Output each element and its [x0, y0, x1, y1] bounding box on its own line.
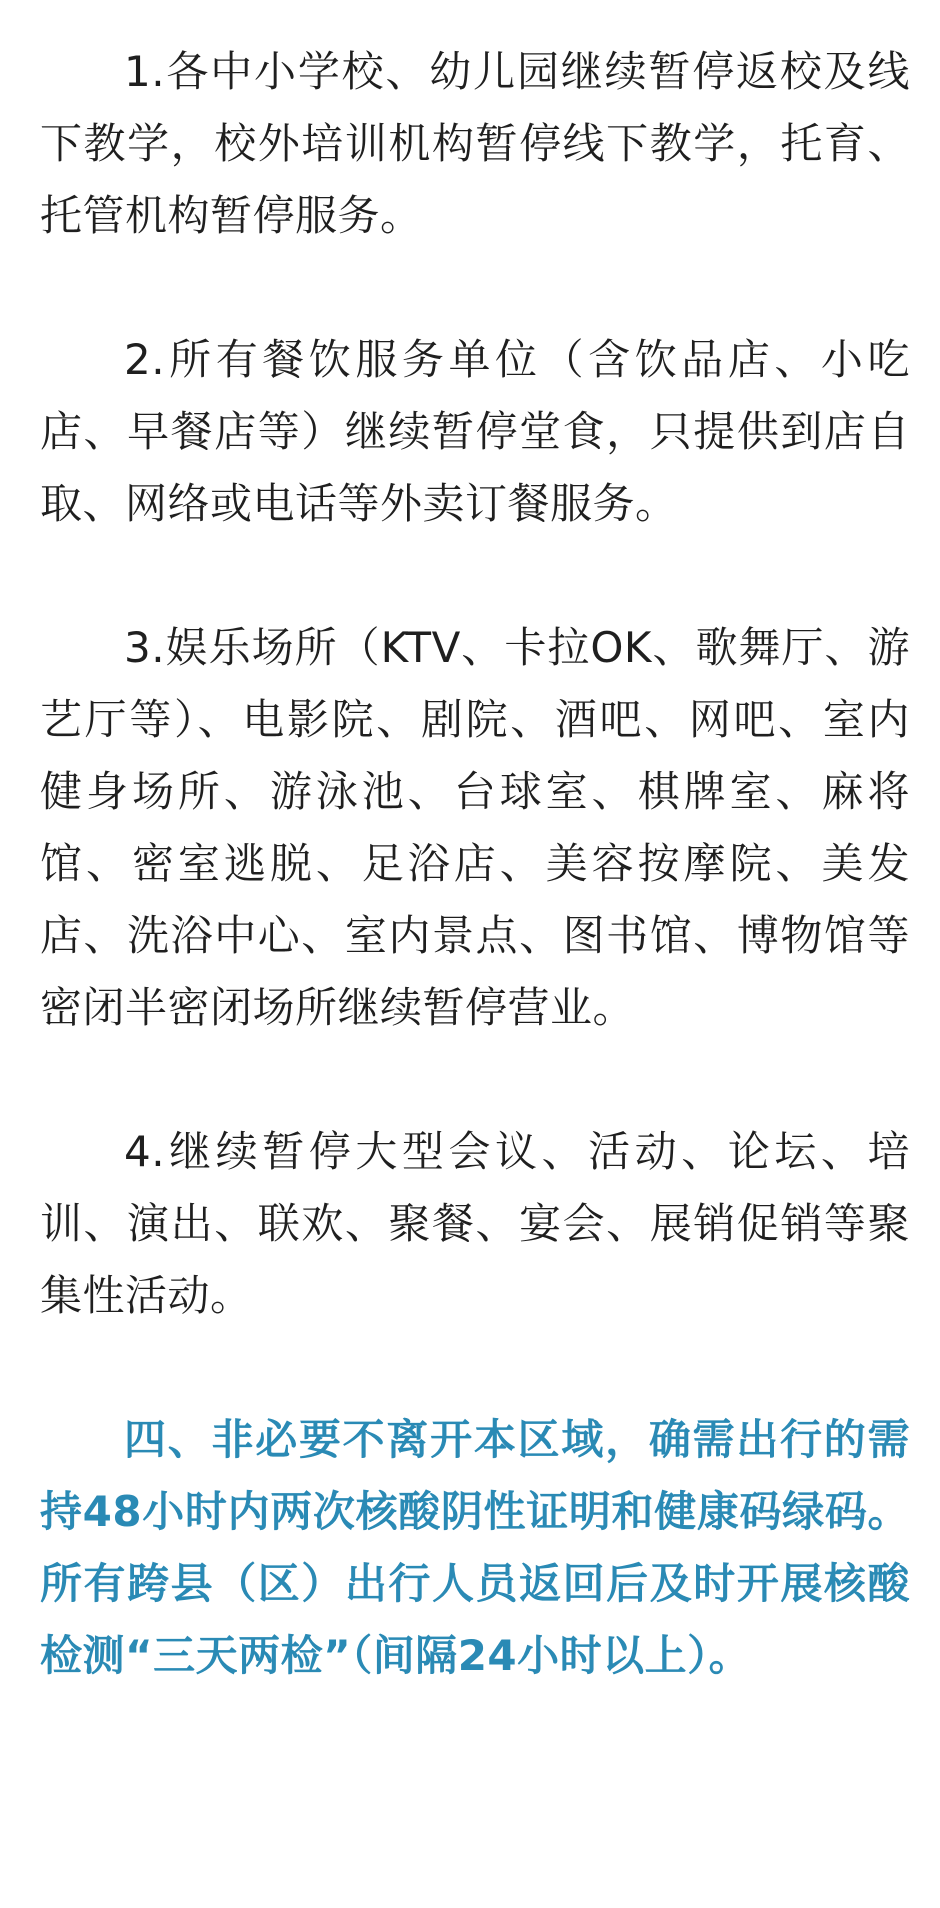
paragraph-entertainment: 3.娱乐场所（KTV、卡拉OK、歌舞厅、游艺厅等）、电影院、剧院、酒吧、网吧、室内健身场所、游泳池、台球室、棋牌室、麻将馆、密室逃脱、足浴店、美容按摩院、美发店、洗浴中心、室内景点、图书馆、博物馆等密闭半密闭场所继续暂停营业。 [40, 623, 910, 1032]
paragraph-schools: 1.各中小学校、幼儿园继续暂停返校及线下教学，校外培训机构暂停线下教学，托育、托管机构暂停服务。 [40, 47, 910, 240]
article-body [40, 36, 910, 1692]
paragraph-gatherings: 4.继续暂停大型会议、活动、论坛、培训、演出、联欢、聚餐、宴会、展销促销等聚集性活动。 [40, 1127, 910, 1320]
paragraph-travel-notice: 四、非必要不离开本区域，确需出行的需持48小时内两次核酸阴性证明和健康码绿码。所有跨县（区）出行人员返回后及时开展核酸检测“三天两检”（间隔24小时以上）。 [40, 1415, 910, 1680]
paragraph-catering: 2.所有餐饮服务单位（含饮品店、小吃店、早餐店等）继续暂停堂食，只提供到店自取、网络或电话等外卖订餐服务。 [40, 335, 910, 528]
